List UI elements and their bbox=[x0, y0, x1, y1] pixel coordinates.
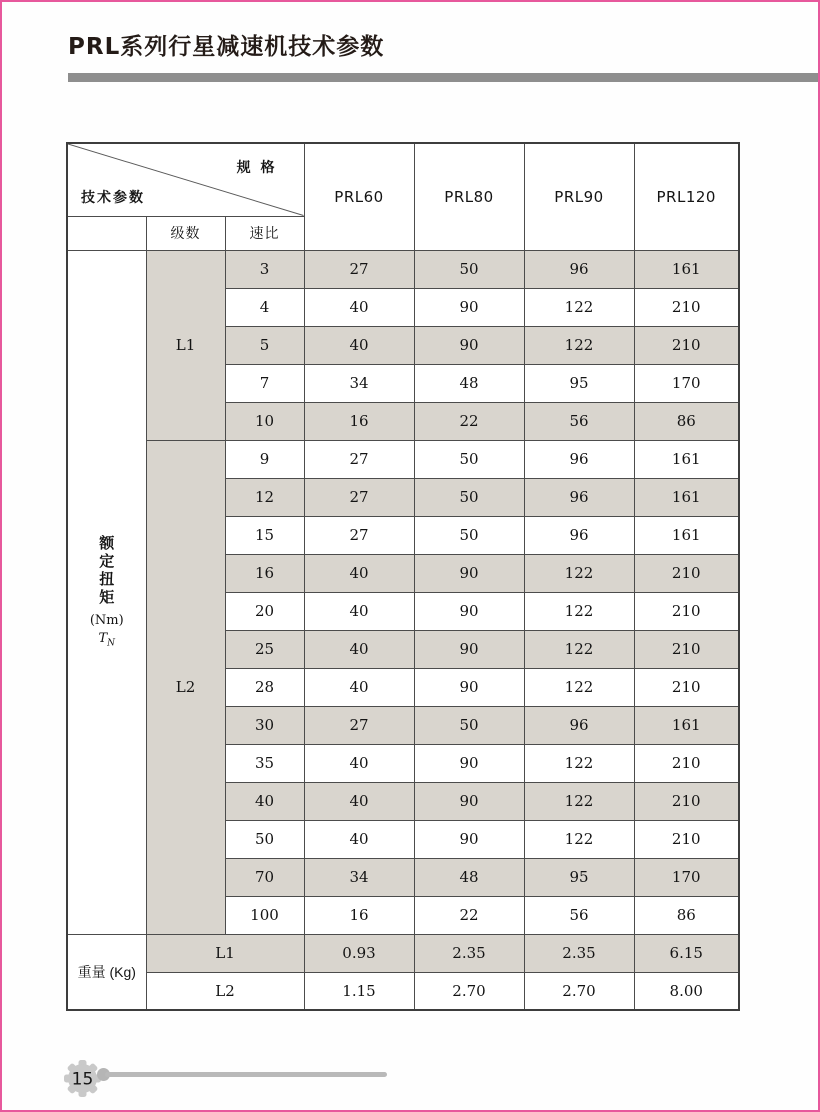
value-cell: 122 bbox=[524, 782, 634, 820]
value-cell: 95 bbox=[524, 858, 634, 896]
stage-cell-l1: L1 bbox=[146, 250, 225, 440]
value-cell: 90 bbox=[414, 668, 524, 706]
value-cell: 56 bbox=[524, 896, 634, 934]
value-cell: 161 bbox=[634, 250, 739, 288]
weight-value-cell: 0.93 bbox=[304, 934, 414, 972]
value-cell: 122 bbox=[524, 592, 634, 630]
page-number: 15 bbox=[71, 1069, 94, 1090]
value-cell: 90 bbox=[414, 820, 524, 858]
value-cell: 56 bbox=[524, 402, 634, 440]
value-cell: 210 bbox=[634, 782, 739, 820]
ratio-cell: 7 bbox=[225, 364, 304, 402]
column-header-prl60: PRL60 bbox=[304, 143, 414, 250]
value-cell: 50 bbox=[414, 706, 524, 744]
value-cell: 27 bbox=[304, 516, 414, 554]
parameters-table bbox=[66, 142, 740, 1011]
weight-stage-cell: L1 bbox=[146, 934, 304, 972]
ratio-cell: 4 bbox=[225, 288, 304, 326]
value-cell: 210 bbox=[634, 820, 739, 858]
value-cell: 27 bbox=[304, 706, 414, 744]
weight-value-cell: 2.35 bbox=[524, 934, 634, 972]
ratio-cell: 9 bbox=[225, 440, 304, 478]
value-cell: 90 bbox=[414, 554, 524, 592]
weight-value-cell: 2.70 bbox=[524, 972, 634, 1010]
value-cell: 22 bbox=[414, 402, 524, 440]
weight-value-cell: 2.35 bbox=[414, 934, 524, 972]
value-cell: 122 bbox=[524, 554, 634, 592]
value-cell: 96 bbox=[524, 440, 634, 478]
value-cell: 90 bbox=[414, 630, 524, 668]
weight-stage-cell: L2 bbox=[146, 972, 304, 1010]
ratio-header: 速比 bbox=[225, 216, 304, 250]
value-cell: 27 bbox=[304, 478, 414, 516]
value-cell: 210 bbox=[634, 668, 739, 706]
value-cell: 22 bbox=[414, 896, 524, 934]
stage-header: 级数 bbox=[146, 216, 225, 250]
value-cell: 210 bbox=[634, 744, 739, 782]
title-underline-bar bbox=[68, 73, 818, 82]
ratio-cell: 30 bbox=[225, 706, 304, 744]
value-cell: 122 bbox=[524, 744, 634, 782]
value-cell: 210 bbox=[634, 592, 739, 630]
weight-label-cell: 重量 (Kg) bbox=[67, 934, 146, 1010]
value-cell: 122 bbox=[524, 668, 634, 706]
value-cell: 27 bbox=[304, 250, 414, 288]
weight-value-cell: 2.70 bbox=[414, 972, 524, 1010]
footer-rule bbox=[105, 1072, 387, 1077]
ratio-cell: 16 bbox=[225, 554, 304, 592]
ratio-cell: 20 bbox=[225, 592, 304, 630]
value-cell: 90 bbox=[414, 326, 524, 364]
value-cell: 27 bbox=[304, 440, 414, 478]
ratio-cell: 5 bbox=[225, 326, 304, 364]
ratio-cell: 3 bbox=[225, 250, 304, 288]
value-cell: 90 bbox=[414, 744, 524, 782]
column-header-prl90: PRL90 bbox=[524, 143, 634, 250]
value-cell: 170 bbox=[634, 364, 739, 402]
value-cell: 210 bbox=[634, 554, 739, 592]
ratio-cell: 70 bbox=[225, 858, 304, 896]
value-cell: 40 bbox=[304, 668, 414, 706]
value-cell: 122 bbox=[524, 630, 634, 668]
value-cell: 96 bbox=[524, 250, 634, 288]
value-cell: 161 bbox=[634, 440, 739, 478]
value-cell: 48 bbox=[414, 364, 524, 402]
value-cell: 50 bbox=[414, 440, 524, 478]
value-cell: 40 bbox=[304, 782, 414, 820]
value-cell: 96 bbox=[524, 706, 634, 744]
value-cell: 86 bbox=[634, 896, 739, 934]
value-cell: 34 bbox=[304, 858, 414, 896]
weight-value-cell: 8.00 bbox=[634, 972, 739, 1010]
value-cell: 48 bbox=[414, 858, 524, 896]
value-cell: 95 bbox=[524, 364, 634, 402]
diagonal-header-cell bbox=[67, 143, 304, 216]
value-cell: 90 bbox=[414, 288, 524, 326]
ratio-cell: 40 bbox=[225, 782, 304, 820]
value-cell: 50 bbox=[414, 516, 524, 554]
empty-header-cell bbox=[67, 216, 146, 250]
data-row bbox=[67, 250, 739, 288]
column-header-prl120: PRL120 bbox=[634, 143, 739, 250]
value-cell: 16 bbox=[304, 402, 414, 440]
value-cell: 16 bbox=[304, 896, 414, 934]
spec-corner-label: 规 格 bbox=[236, 159, 278, 175]
value-cell: 161 bbox=[634, 478, 739, 516]
ratio-cell: 28 bbox=[225, 668, 304, 706]
parameters-table-body bbox=[67, 250, 739, 1010]
weight-row bbox=[67, 934, 739, 972]
value-cell: 210 bbox=[634, 630, 739, 668]
torque-symbol: $T_N$ bbox=[98, 631, 116, 649]
value-cell: 96 bbox=[524, 516, 634, 554]
torque-label-cell bbox=[67, 250, 146, 934]
ratio-cell: 10 bbox=[225, 402, 304, 440]
torque-unit: (Nm) bbox=[89, 613, 124, 629]
torque-label-text: 额定扭矩 bbox=[97, 535, 116, 608]
value-cell: 161 bbox=[634, 516, 739, 554]
data-row bbox=[67, 440, 739, 478]
weight-row bbox=[67, 972, 739, 1010]
value-cell: 122 bbox=[524, 820, 634, 858]
column-header-prl80: PRL80 bbox=[414, 143, 524, 250]
stage-cell-l2: L2 bbox=[146, 440, 225, 934]
ratio-cell: 15 bbox=[225, 516, 304, 554]
ratio-cell: 25 bbox=[225, 630, 304, 668]
value-cell: 40 bbox=[304, 592, 414, 630]
value-cell: 34 bbox=[304, 364, 414, 402]
value-cell: 40 bbox=[304, 288, 414, 326]
value-cell: 170 bbox=[634, 858, 739, 896]
value-cell: 90 bbox=[414, 782, 524, 820]
page-title: PRL系列行星减速机技术参数 bbox=[68, 34, 385, 60]
value-cell: 96 bbox=[524, 478, 634, 516]
ratio-cell: 35 bbox=[225, 744, 304, 782]
value-cell: 86 bbox=[634, 402, 739, 440]
value-cell: 40 bbox=[304, 744, 414, 782]
value-cell: 50 bbox=[414, 478, 524, 516]
ratio-cell: 100 bbox=[225, 896, 304, 934]
weight-value-cell: 6.15 bbox=[634, 934, 739, 972]
value-cell: 40 bbox=[304, 554, 414, 592]
value-cell: 40 bbox=[304, 630, 414, 668]
value-cell: 122 bbox=[524, 288, 634, 326]
value-cell: 210 bbox=[634, 326, 739, 364]
value-cell: 90 bbox=[414, 592, 524, 630]
value-cell: 210 bbox=[634, 288, 739, 326]
ratio-cell: 12 bbox=[225, 478, 304, 516]
value-cell: 161 bbox=[634, 706, 739, 744]
value-cell: 50 bbox=[414, 250, 524, 288]
tech-params-corner-label: 技术参数 bbox=[81, 188, 145, 205]
value-cell: 40 bbox=[304, 326, 414, 364]
ratio-cell: 50 bbox=[225, 820, 304, 858]
value-cell: 40 bbox=[304, 820, 414, 858]
value-cell: 122 bbox=[524, 326, 634, 364]
weight-value-cell: 1.15 bbox=[304, 972, 414, 1010]
